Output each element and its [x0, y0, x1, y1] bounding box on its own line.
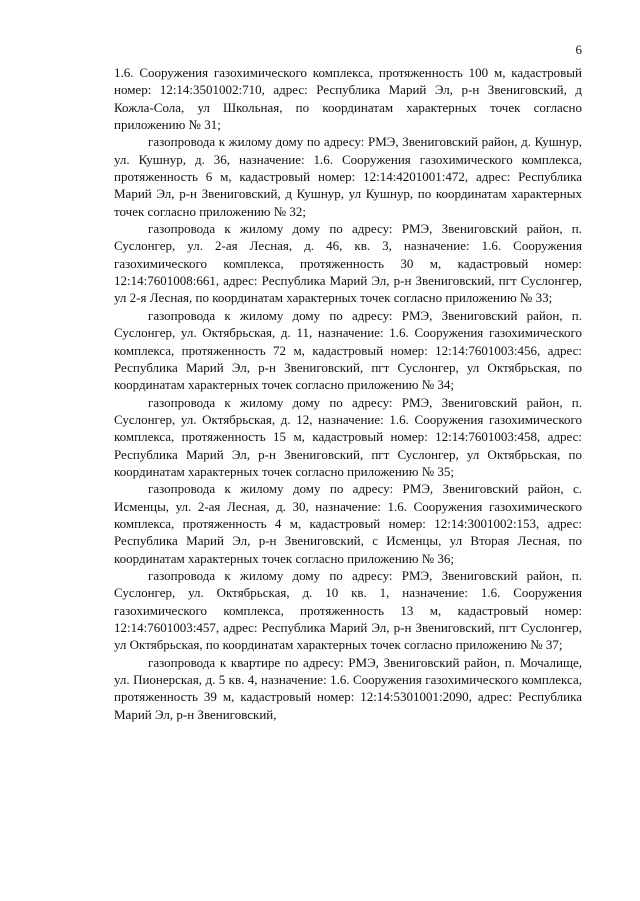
page-number: 6: [575, 42, 582, 57]
paragraph-2: газопровода к жилому дому по адресу: РМЭ, Звениговский район, д. Кушнур, ул. Кушнур, д. 36, назначение: 1.6. Сооружения газохимического комплекса, протяженность 6 м, кадастровый номер: 12:14:4201001:472, адрес: Республика Марий Эл, р-н Звениговский, д Кушнур, ул Кушнур, по координатам характерных точек согласно приложению № 32;: [114, 134, 582, 219]
paragraph-5: газопровода к жилому дому по адресу: РМЭ, Звениговский район, п. Суслонгер, ул. Октябрьская, д. 12, назначение: 1.6. Сооружения газохимического комплекса, протяженность 15 м, кадастровый номер: 12:14:7601003:458, адрес: Республика Марий Эл, р-н Звениговский, пгт Суслонгер, ул Октябрьская, по координатам характерных точек согласно приложению № 35;: [114, 394, 582, 479]
paragraph-1: 1.6. Сооружения газохимического комплекса, протяженность 100 м, кадастровый номер: 12:14:3501002:710, адрес: Республика Марий Эл, р-н Звениговский, д Кожла-Сола, ул Школьная, по координатам характерных точек согласно приложению № 31;: [114, 65, 582, 133]
paragraph-7: газопровода к жилому дому по адресу: РМЭ, Звениговский район, п. Суслонгер, ул. Октябрьская, д. 10 кв. 1, назначение: 1.6. Сооружения газохимического комплекса, протяженность 13 м, кадастровый номер: 12:14:7601003:457, адрес: Республика Марий Эл, р-н Звениговский, пгт Суслонгер, ул Октябрьская, по координатам характерных точек согласно приложению № 37;: [114, 567, 582, 653]
paragraph-4: газопровода к жилому дому по адресу: РМЭ, Звениговский район, п. Суслонгер, ул. Октябрьская, д. 11, назначение: 1.6. Сооружения газохимического комплекса, протяженность 72 м, кадастровый номер: 12:14:7601003:456, адрес: Республика Марий Эл, р-н Звениговский, пгт Суслонгер, ул Октябрьская, по координатам характерных точек согласно приложению № 34;: [114, 307, 582, 393]
paragraph-3: газопровода к жилому дому по адресу: РМЭ, Звениговский район, п. Суслонгер, ул. 2-ая Лесная, д. 46, кв. 3, назначение: 1.6. Сооружения газохимического комплекса, протяженность 30 м, кадастровый номер: 12:14:7601008:661, адрес: Республика Марий Эл, р-н Звениговский, пгт Суслонгер, ул 2-я Лесная, по координатам характерных точек согласно приложению № 33;: [114, 221, 582, 306]
document-body: [114, 64, 582, 723]
paragraph-8: газопровода к квартире по адресу: РМЭ, Звениговский район, п. Мочалище, ул. Пионерская, д. 5 кв. 4, назначение: 1.6. Сооружения газохимического комплекса, протяженность 39 м, кадастровый номер: 12:14:5301001:2090, адрес: Республика Марий Эл, р-н Звениговский,: [114, 654, 582, 722]
paragraph-6: газопровода к жилому дому по адресу: РМЭ, Звениговский район, с. Исменцы, ул. 2-ая Лесная, д. 30, назначение: 1.6. Сооружения газохимического комплекса, протяженность 4 м, кадастровый номер: 12:14:3001002:153, адрес: Республика Марий Эл, р-н Звениговский, с Исменцы, ул Вторая Лесная, по координатам характерных точек согласно приложению № 36;: [114, 481, 582, 566]
